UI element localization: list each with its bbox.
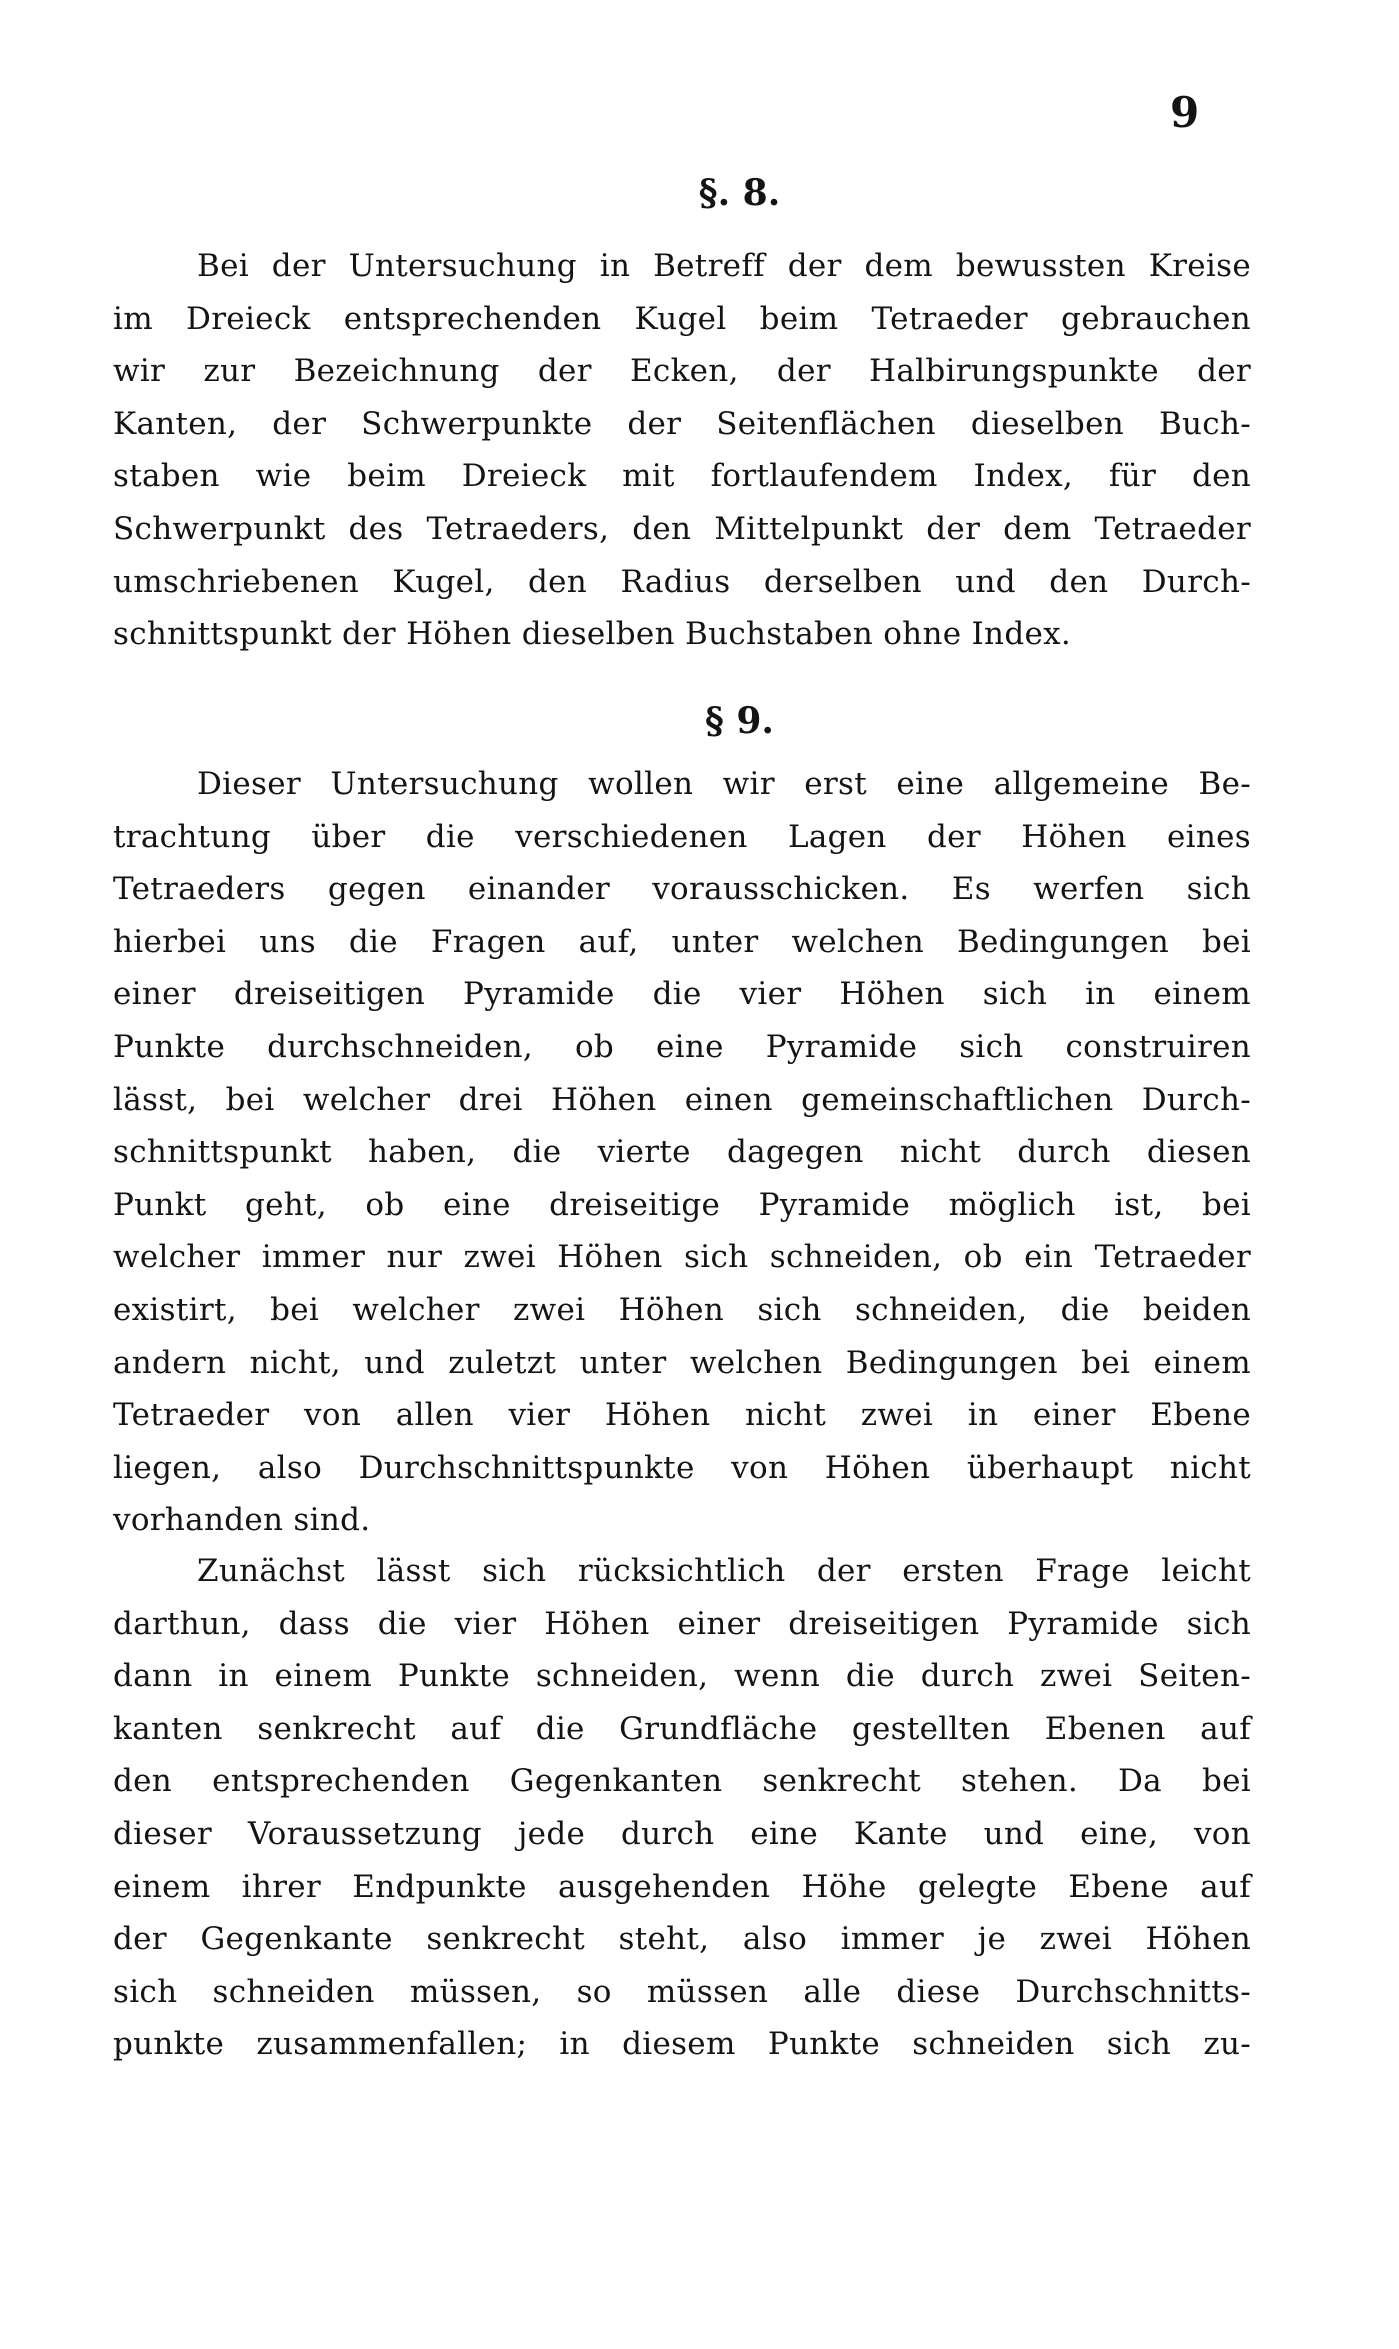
- text-line: Zunächst lässt sich rücksichtlich der ersten Frage leicht: [197, 1553, 1251, 1589]
- text-line: kanten senkrecht auf die Grundfläche gestellten Ebenen auf: [113, 1710, 1251, 1747]
- text-line: Kanten, der Schwerpunkte der Seitenflächen dieselben Buch-: [113, 405, 1251, 442]
- text-line: den entsprechenden Gegenkanten senkrecht stehen. Da bei: [113, 1763, 1251, 1800]
- text-line: Tetraeder von allen vier Höhen nicht zwei in einer Ebene: [113, 1397, 1251, 1434]
- section-heading: §. 8.: [698, 172, 781, 214]
- text-line: staben wie beim Dreieck mit fortlaufendem Index, für den: [113, 458, 1251, 495]
- text-line: wir zur Bezeichnung der Ecken, der Halbirungspunkte der: [113, 353, 1251, 390]
- text-line: dieser Voraussetzung jede durch eine Kante und eine, von: [113, 1815, 1251, 1852]
- text-line: welcher immer nur zwei Höhen sich schneiden, ob ein Tetraeder: [113, 1239, 1251, 1276]
- text-line: im Dreieck entsprechenden Kugel beim Tetraeder gebrauchen: [113, 300, 1251, 337]
- text-line: liegen, also Durchschnittspunkte von Höhen überhaupt nicht: [113, 1449, 1251, 1486]
- text-line: Tetraeders gegen einander vorausschicken. Es werfen sich: [113, 871, 1251, 908]
- text-line: andern nicht, und zuletzt unter welchen Bedingungen bei einem: [113, 1344, 1251, 1381]
- text-line: Punkte durchschneiden, ob eine Pyramide sich construiren: [113, 1028, 1251, 1065]
- text-line: vorhanden sind.: [113, 1502, 371, 1539]
- page-number: 9: [1170, 88, 1201, 137]
- text-line: Punkt geht, ob eine dreiseitige Pyramide möglich ist, bei: [113, 1186, 1251, 1223]
- text-line: sich schneiden müssen, so müssen alle diese Durchschnitts-: [113, 1973, 1251, 2010]
- text-line: umschriebenen Kugel, den Radius derselben und den Durch-: [113, 563, 1251, 600]
- paragraph: [113, 1545, 1251, 2071]
- text-line: einer dreiseitigen Pyramide die vier Höhen sich in einem: [113, 976, 1251, 1013]
- text-line: schnittspunkt der Höhen dieselben Buchstaben ohne Index.: [113, 616, 1072, 653]
- text-line: Schwerpunkt des Tetraeders, den Mittelpunkt der dem Tetraeder: [113, 510, 1251, 547]
- text-line: darthun, dass die vier Höhen einer dreiseitigen Pyramide sich: [113, 1605, 1251, 1642]
- text-line: einem ihrer Endpunkte ausgehenden Höhe gelegte Ebene auf: [113, 1868, 1251, 1905]
- text-line: punkte zusammenfallen; in diesem Punkte schneiden sich zu-: [113, 2026, 1251, 2063]
- paragraph: [113, 758, 1251, 1547]
- text-line: dann in einem Punkte schneiden, wenn die durch zwei Seiten-: [113, 1658, 1251, 1695]
- text-line: Dieser Untersuchung wollen wir erst eine allgemeine Be-: [197, 766, 1251, 802]
- section-heading: § 9.: [705, 700, 774, 742]
- text-line: lässt, bei welcher drei Höhen einen gemeinschaftlichen Durch-: [113, 1081, 1251, 1118]
- text-line: Bei der Untersuchung in Betreff der dem bewussten Kreise: [197, 248, 1251, 284]
- text-line: der Gegenkante senkrecht steht, also immer je zwei Höhen: [113, 1921, 1251, 1958]
- text-line: schnittspunkt haben, die vierte dagegen nicht durch diesen: [113, 1134, 1251, 1171]
- paragraph: [113, 240, 1251, 661]
- text-line: existirt, bei welcher zwei Höhen sich schneiden, die beiden: [113, 1291, 1251, 1328]
- text-line: hierbei uns die Fragen auf, unter welchen Bedingungen bei: [113, 923, 1251, 960]
- text-line: trachtung über die verschiedenen Lagen der Höhen eines: [113, 818, 1251, 855]
